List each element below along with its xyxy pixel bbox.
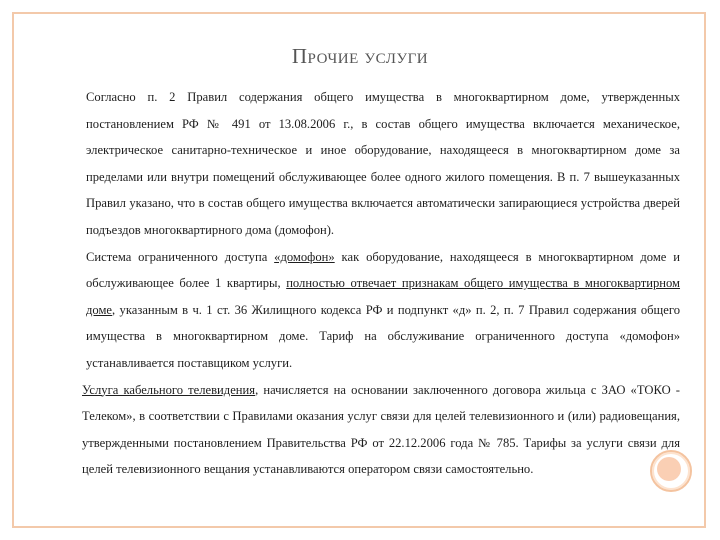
text-segment: , начисляется на основании заключенного договора жильца с ЗАО «ТОКО - Телеком», в соответствии с Правилами оказания услуг связи для целей телевизионного и (или) радиовещания, утвержденными постановлением Правительства РФ от 22.12.2006 года № 785. Тарифы за услуги связи для целей телевизионного вещания устанавливаются оператором связи самостоятельно.: [82, 382, 680, 477]
paragraph-intercom-rules: Согласно п. 2 Правил содержания общего имущества в многоквартирном доме, утвержденных постановлением РФ № 491 от 13.08.2006 г., в состав общего имущества включается механическое, электрическое санитарно-техническое и иное оборудование, находящееся в многоквартирном доме за пределами или внутри помещений обслуживающее более одного жилого помещения. В п. 7 вышеуказанных Правил указано, что в состав общего имущества включается автоматически запирающиеся устройства дверей подъездов многоквартирного дома (домофон).: [86, 90, 680, 237]
text-segment: , указанным в ч. 1 ст. 36 Жилищного кодекса РФ и подпункт «д» п. 2, п. 7 Правил содержания общего имущества в многоквартирном доме. Тариф на обслуживание ограниченного доступа «домофон» устанавливается поставщиком услуги.: [86, 302, 680, 370]
text-segment: Система ограниченного доступа: [86, 249, 275, 264]
underlined-cable-tv-service: Услуга кабельного телевидения: [82, 382, 256, 397]
slide-body: [42, 84, 680, 483]
underlined-common-property: полностью отвечает признакам общего имущества в многоквартирном доме: [86, 276, 681, 317]
underlined-term-intercom: «домофон»: [274, 249, 335, 264]
text-segment: как оборудование, находящееся в многоквартирном доме и обслуживающее более 1 квартиры,: [86, 249, 680, 291]
paragraph-intercom-system: [42, 244, 680, 377]
paragraph-cable-tv: [42, 377, 680, 483]
decorative-circle: [650, 450, 692, 492]
slide-title: Прочие услуги: [291, 44, 429, 68]
